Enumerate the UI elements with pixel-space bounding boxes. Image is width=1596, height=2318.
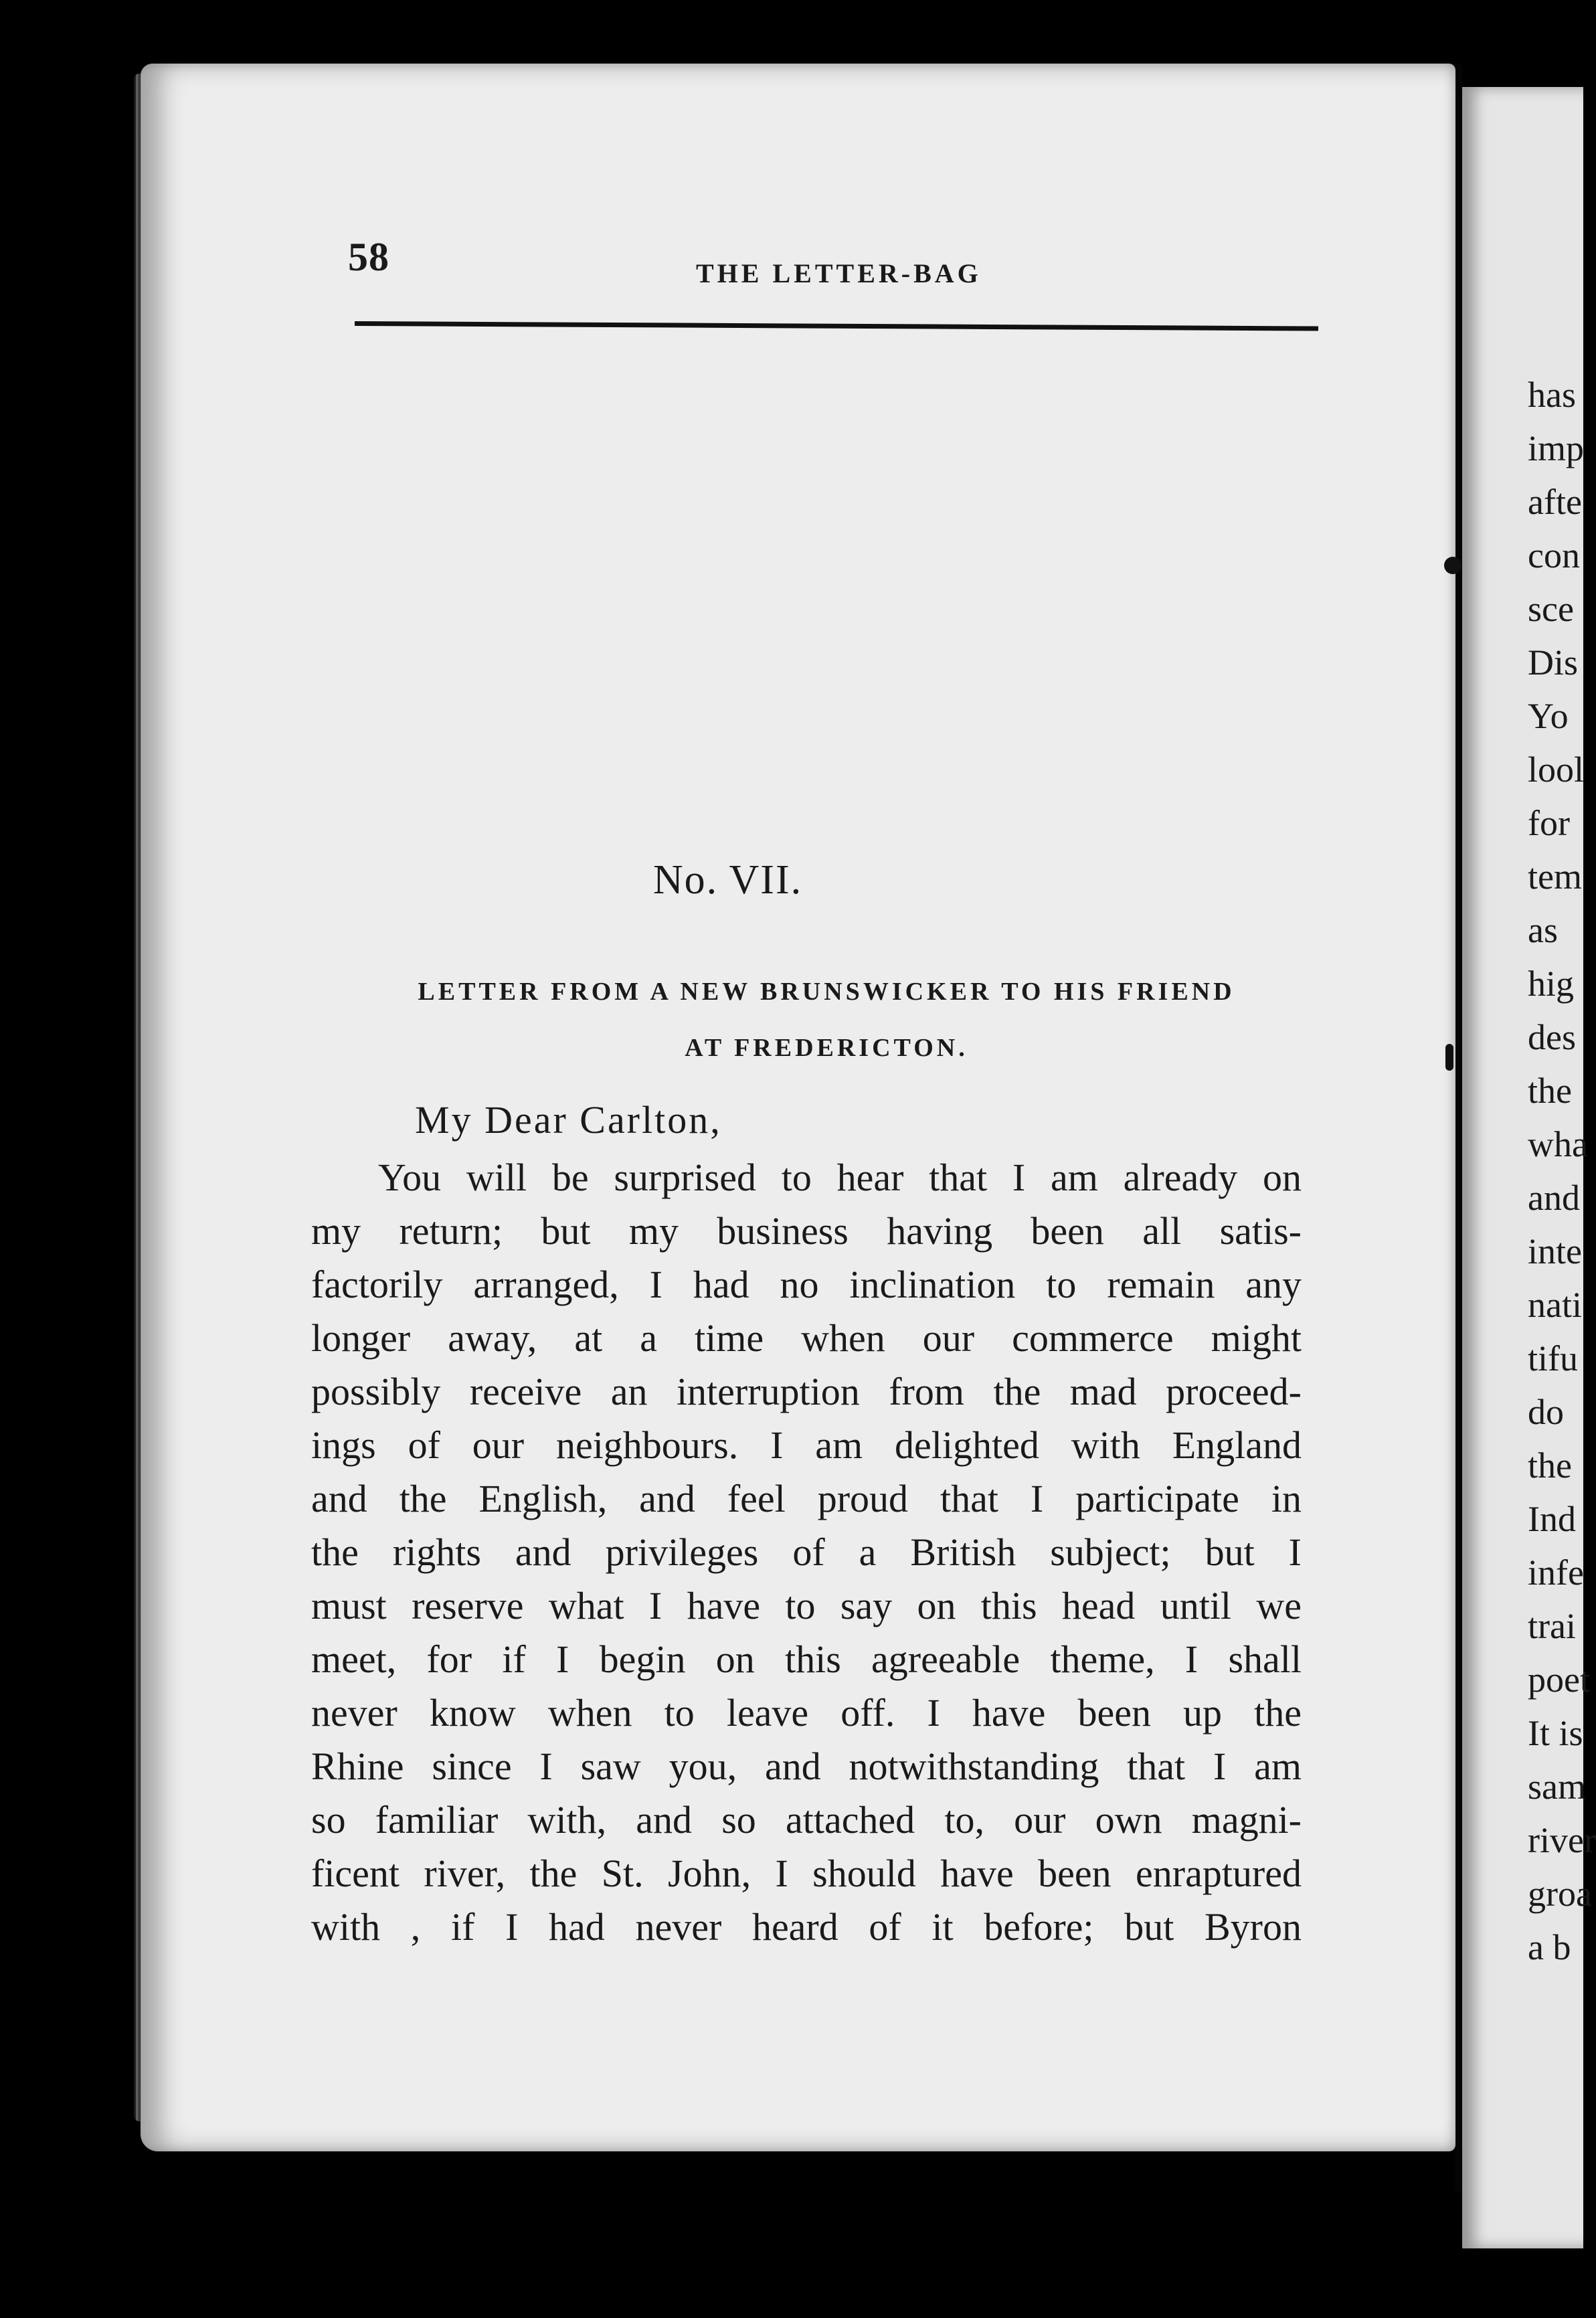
facing-text-fragment: and: [1528, 1178, 1580, 1218]
text-line: meet, for if I begin on this agreeable theme, I shall: [311, 1637, 1302, 1681]
text-line: and the English, and feel proud that I participate in: [311, 1477, 1302, 1520]
facing-text-fragment: hig: [1528, 964, 1575, 1004]
text-line: You will be surprised to hear that I am already on: [378, 1156, 1302, 1199]
facing-text-fragment: for: [1528, 803, 1570, 843]
facing-text-fragment: inte: [1528, 1231, 1582, 1271]
facing-text-fragment: trai: [1528, 1606, 1576, 1646]
running-header: [348, 234, 1325, 294]
facing-text-fragment: afte: [1528, 482, 1582, 522]
letter-number: No. VII.: [652, 857, 803, 903]
facing-text-fragment: con: [1528, 535, 1580, 575]
facing-text-fragment: des: [1528, 1017, 1576, 1057]
text-line: longer away, at a time when our commerce might: [311, 1316, 1302, 1360]
salutation: My Dear Carlton,: [415, 1098, 722, 1142]
facing-text-fragment: has: [1528, 375, 1576, 415]
text-line: factorily arranged, I had no inclination to remain any: [311, 1263, 1302, 1306]
text-line: never know when to leave off. I have been up the: [311, 1691, 1302, 1734]
facing-text-fragment: infe: [1528, 1552, 1584, 1593]
facing-text-fragment: wha: [1528, 1124, 1588, 1164]
letter-body: [311, 1151, 1302, 1954]
text-line: must reserve what I have to say on this head until we: [311, 1584, 1302, 1627]
text-line: my return; but my business having been all satis-: [311, 1209, 1302, 1253]
facing-text-fragment: imp: [1528, 428, 1585, 468]
facing-text-fragment: nati: [1528, 1285, 1582, 1325]
page-number: 58: [348, 235, 389, 279]
facing-text-fragment: It is: [1528, 1713, 1583, 1753]
letter-heading: [335, 964, 1318, 1076]
running-head: THE LETTER-BAG: [696, 258, 982, 288]
facing-text-fragment: river: [1528, 1820, 1596, 1860]
facing-text-fragment: poet: [1528, 1660, 1590, 1700]
text-line: ficent river, the St. John, I should have been enraptured: [311, 1852, 1302, 1895]
book-gutter: [1455, 64, 1462, 2192]
binding-mark: [1444, 557, 1461, 574]
facing-page-text: [1528, 368, 1596, 1974]
facing-text-fragment: as: [1528, 910, 1558, 950]
text-line: ings of our neighbours. I am delighted with England: [311, 1423, 1302, 1467]
facing-text-fragment: the: [1528, 1071, 1572, 1111]
facing-text-fragment: a b: [1528, 1927, 1571, 1967]
text-line: possibly receive an interruption from the mad proceed-: [311, 1370, 1302, 1413]
facing-text-fragment: do: [1528, 1392, 1564, 1432]
facing-text-fragment: the: [1528, 1445, 1572, 1486]
letter-heading-line: AT FREDERICTON.: [685, 1034, 968, 1062]
text-line: the rights and privileges of a British subject; but I: [311, 1530, 1302, 1574]
text-line: with , if I had never heard of it before; but Byron: [311, 1905, 1302, 1949]
facing-text-fragment: Ind: [1528, 1499, 1576, 1539]
facing-text-fragment: tifu: [1528, 1338, 1578, 1378]
facing-text-fragment: tem: [1528, 857, 1582, 897]
text-line: Rhine since I saw you, and notwithstanding that I am: [311, 1745, 1302, 1788]
facing-text-fragment: groa: [1528, 1874, 1592, 1914]
facing-text-fragment: sce: [1528, 589, 1574, 629]
binding-mark: [1445, 1044, 1453, 1071]
letter-heading-line: LETTER FROM A NEW BRUNSWICKER TO HIS FRIEND: [418, 978, 1235, 1006]
facing-text-fragment: sam: [1528, 1767, 1586, 1807]
facing-text-fragment: lool: [1528, 749, 1585, 790]
facing-text-fragment: Dis: [1528, 642, 1579, 683]
text-line: so familiar with, and so attached to, our own magni-: [311, 1798, 1302, 1842]
facing-text-fragment: Yo: [1528, 696, 1569, 736]
